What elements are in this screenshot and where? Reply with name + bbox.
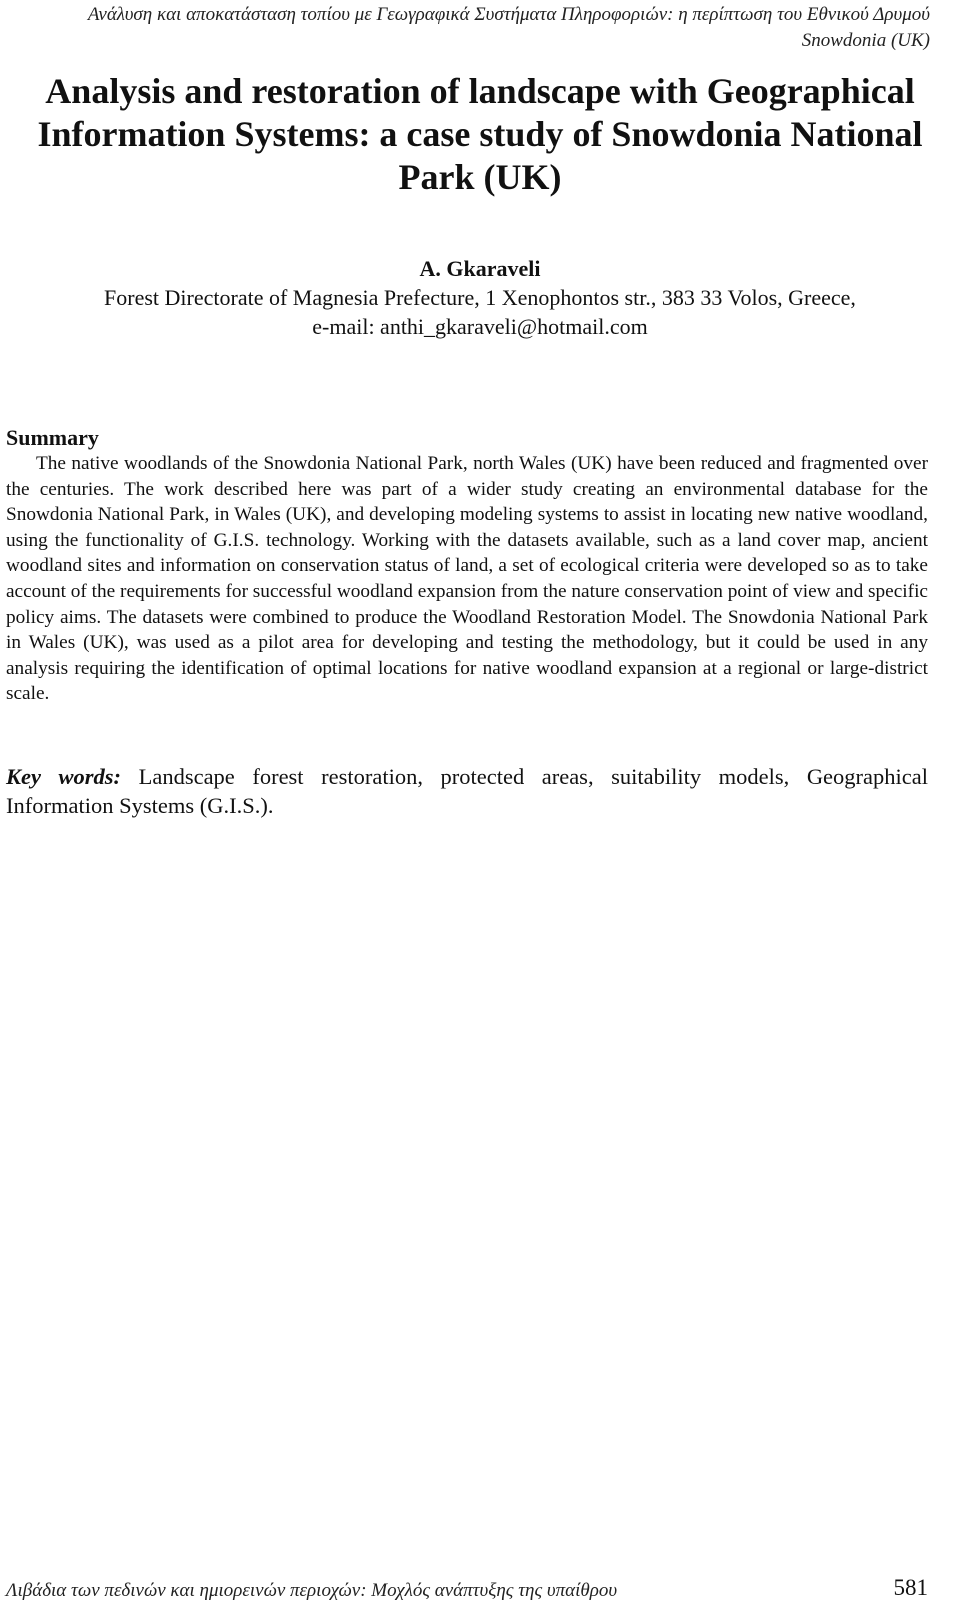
running-header-line-2: Snowdonia (UK)	[801, 30, 930, 51]
author-block	[0, 254, 960, 341]
author-affiliation: Forest Directorate of Magnesia Prefecture, 1 Xenophontos str., 383 33 Volos, Greece,	[104, 285, 856, 310]
paper-title-line-2: Information Systems: a case study of Snowdonia National	[37, 114, 923, 154]
summary-text: The native woodlands of the Snowdonia National Park, north Wales (UK) have been reduced and fragmented over the centuries. The work described here was part of a wider study creating an environmental database for the Snowdonia National Park, in Wales (UK), and developing modeling systems to assist in locating new native woodland, using the functionality of G.I.S. technology. Working with the datasets available, such as a land cover map, ancient woodland sites and information on conservation status of land, a set of ecological criteria were developed so as to take account of the requirements for successful woodland expansion from the nature conservation point of view and specific policy aims. The datasets were combined to produce the Woodland Restoration Model. The Snowdonia National Park in Wales (UK), was used as a pilot area for developing and testing the methodology, but it could be used in any analysis requiring the identification of optimal locations for native woodland expansion at a regional or large-district scale.	[6, 453, 928, 705]
keywords-text: Landscape forest restoration, protected areas, suitability models, Geographical Information Systems (G.I.S.).	[6, 764, 929, 818]
running-header	[20, 2, 930, 54]
paper-title	[0, 70, 960, 199]
paper-title-line-1: Analysis and restoration of landscape with Geographical	[45, 71, 915, 111]
running-footer: Λιβάδια των πεδινών και ημιορεινών περιοχών: Μοχλός ανάπτυξης της υπαίθρου	[6, 1580, 618, 1601]
keywords-label: Key words:	[6, 764, 122, 789]
paper-title-line-3: Park (UK)	[398, 157, 562, 197]
page-number: 581	[893, 1575, 928, 1600]
summary-heading: Summary	[6, 425, 99, 450]
running-header-line-1: Ανάλυση και αποκατάσταση τοπίου με Γεωγραφικά Συστήματα Πληροφοριών: η περίπτωση του Εθνικού Δρυμού	[87, 4, 930, 25]
keywords	[6, 762, 928, 820]
author-email: e-mail: anthi_gkaraveli@hotmail.com	[312, 314, 648, 339]
author-name: A. Gkaraveli	[419, 256, 541, 281]
